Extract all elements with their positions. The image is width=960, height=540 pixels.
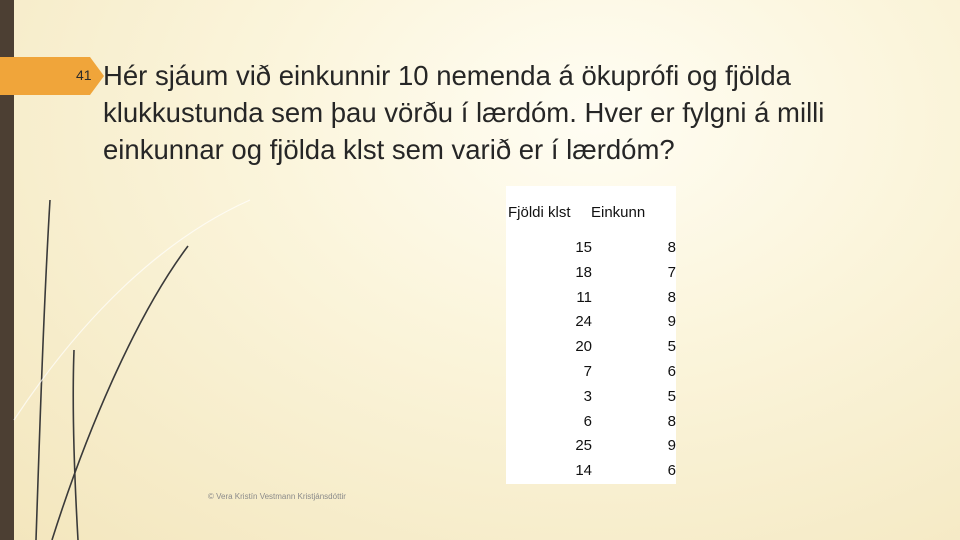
table-cell-grade: 5 (667, 387, 676, 405)
table-cell-hours: 25 (575, 437, 592, 455)
hours-column (540, 236, 592, 484)
table-cell-hours: 15 (575, 239, 592, 256)
table-cell-grade: 6 (667, 362, 676, 380)
table-cell-grade: 5 (667, 338, 676, 356)
deco-curve-3 (73, 350, 78, 540)
table-cell-hours: 11 (576, 288, 592, 306)
table-cell-grade: 7 (667, 263, 676, 281)
grade-column (640, 236, 676, 484)
table-cell-grade: 8 (667, 239, 676, 256)
table-cell-hours: 14 (575, 462, 592, 480)
table-cell-hours: 24 (575, 313, 592, 331)
table-cell-hours: 18 (575, 263, 592, 281)
table-cell-hours: 6 (583, 412, 592, 430)
slide-number: 41 (76, 67, 92, 83)
table-cell-grade: 9 (667, 437, 676, 455)
deco-light-curve (14, 200, 250, 420)
table-cell-grade: 6 (667, 462, 676, 480)
table-cell-hours: 3 (583, 387, 592, 405)
copyright-footer: © Vera Kristín Vestmann Kristjánsdóttir (208, 492, 346, 501)
table-header-hours: Fjöldi klst (508, 204, 571, 221)
table-cell-hours: 7 (583, 362, 592, 380)
slide-body-text: Hér sjáum við einkunnir 10 nemenda á ökuprófi og fjölda klukkustunda sem þau vörðu í lærdóm. Hver er fylgni á milli einkunnar og fjölda klst sem varið er í lærdóm? (103, 60, 825, 165)
table-cell-grade: 8 (667, 412, 676, 430)
table-header-grade: Einkunn (591, 204, 646, 221)
deco-curve-1 (36, 200, 50, 540)
table-cell-hours: 20 (575, 338, 592, 356)
table-cell-grade: 9 (667, 313, 676, 331)
deco-curve-2 (52, 246, 188, 540)
table-cell-grade: 8 (667, 288, 676, 306)
